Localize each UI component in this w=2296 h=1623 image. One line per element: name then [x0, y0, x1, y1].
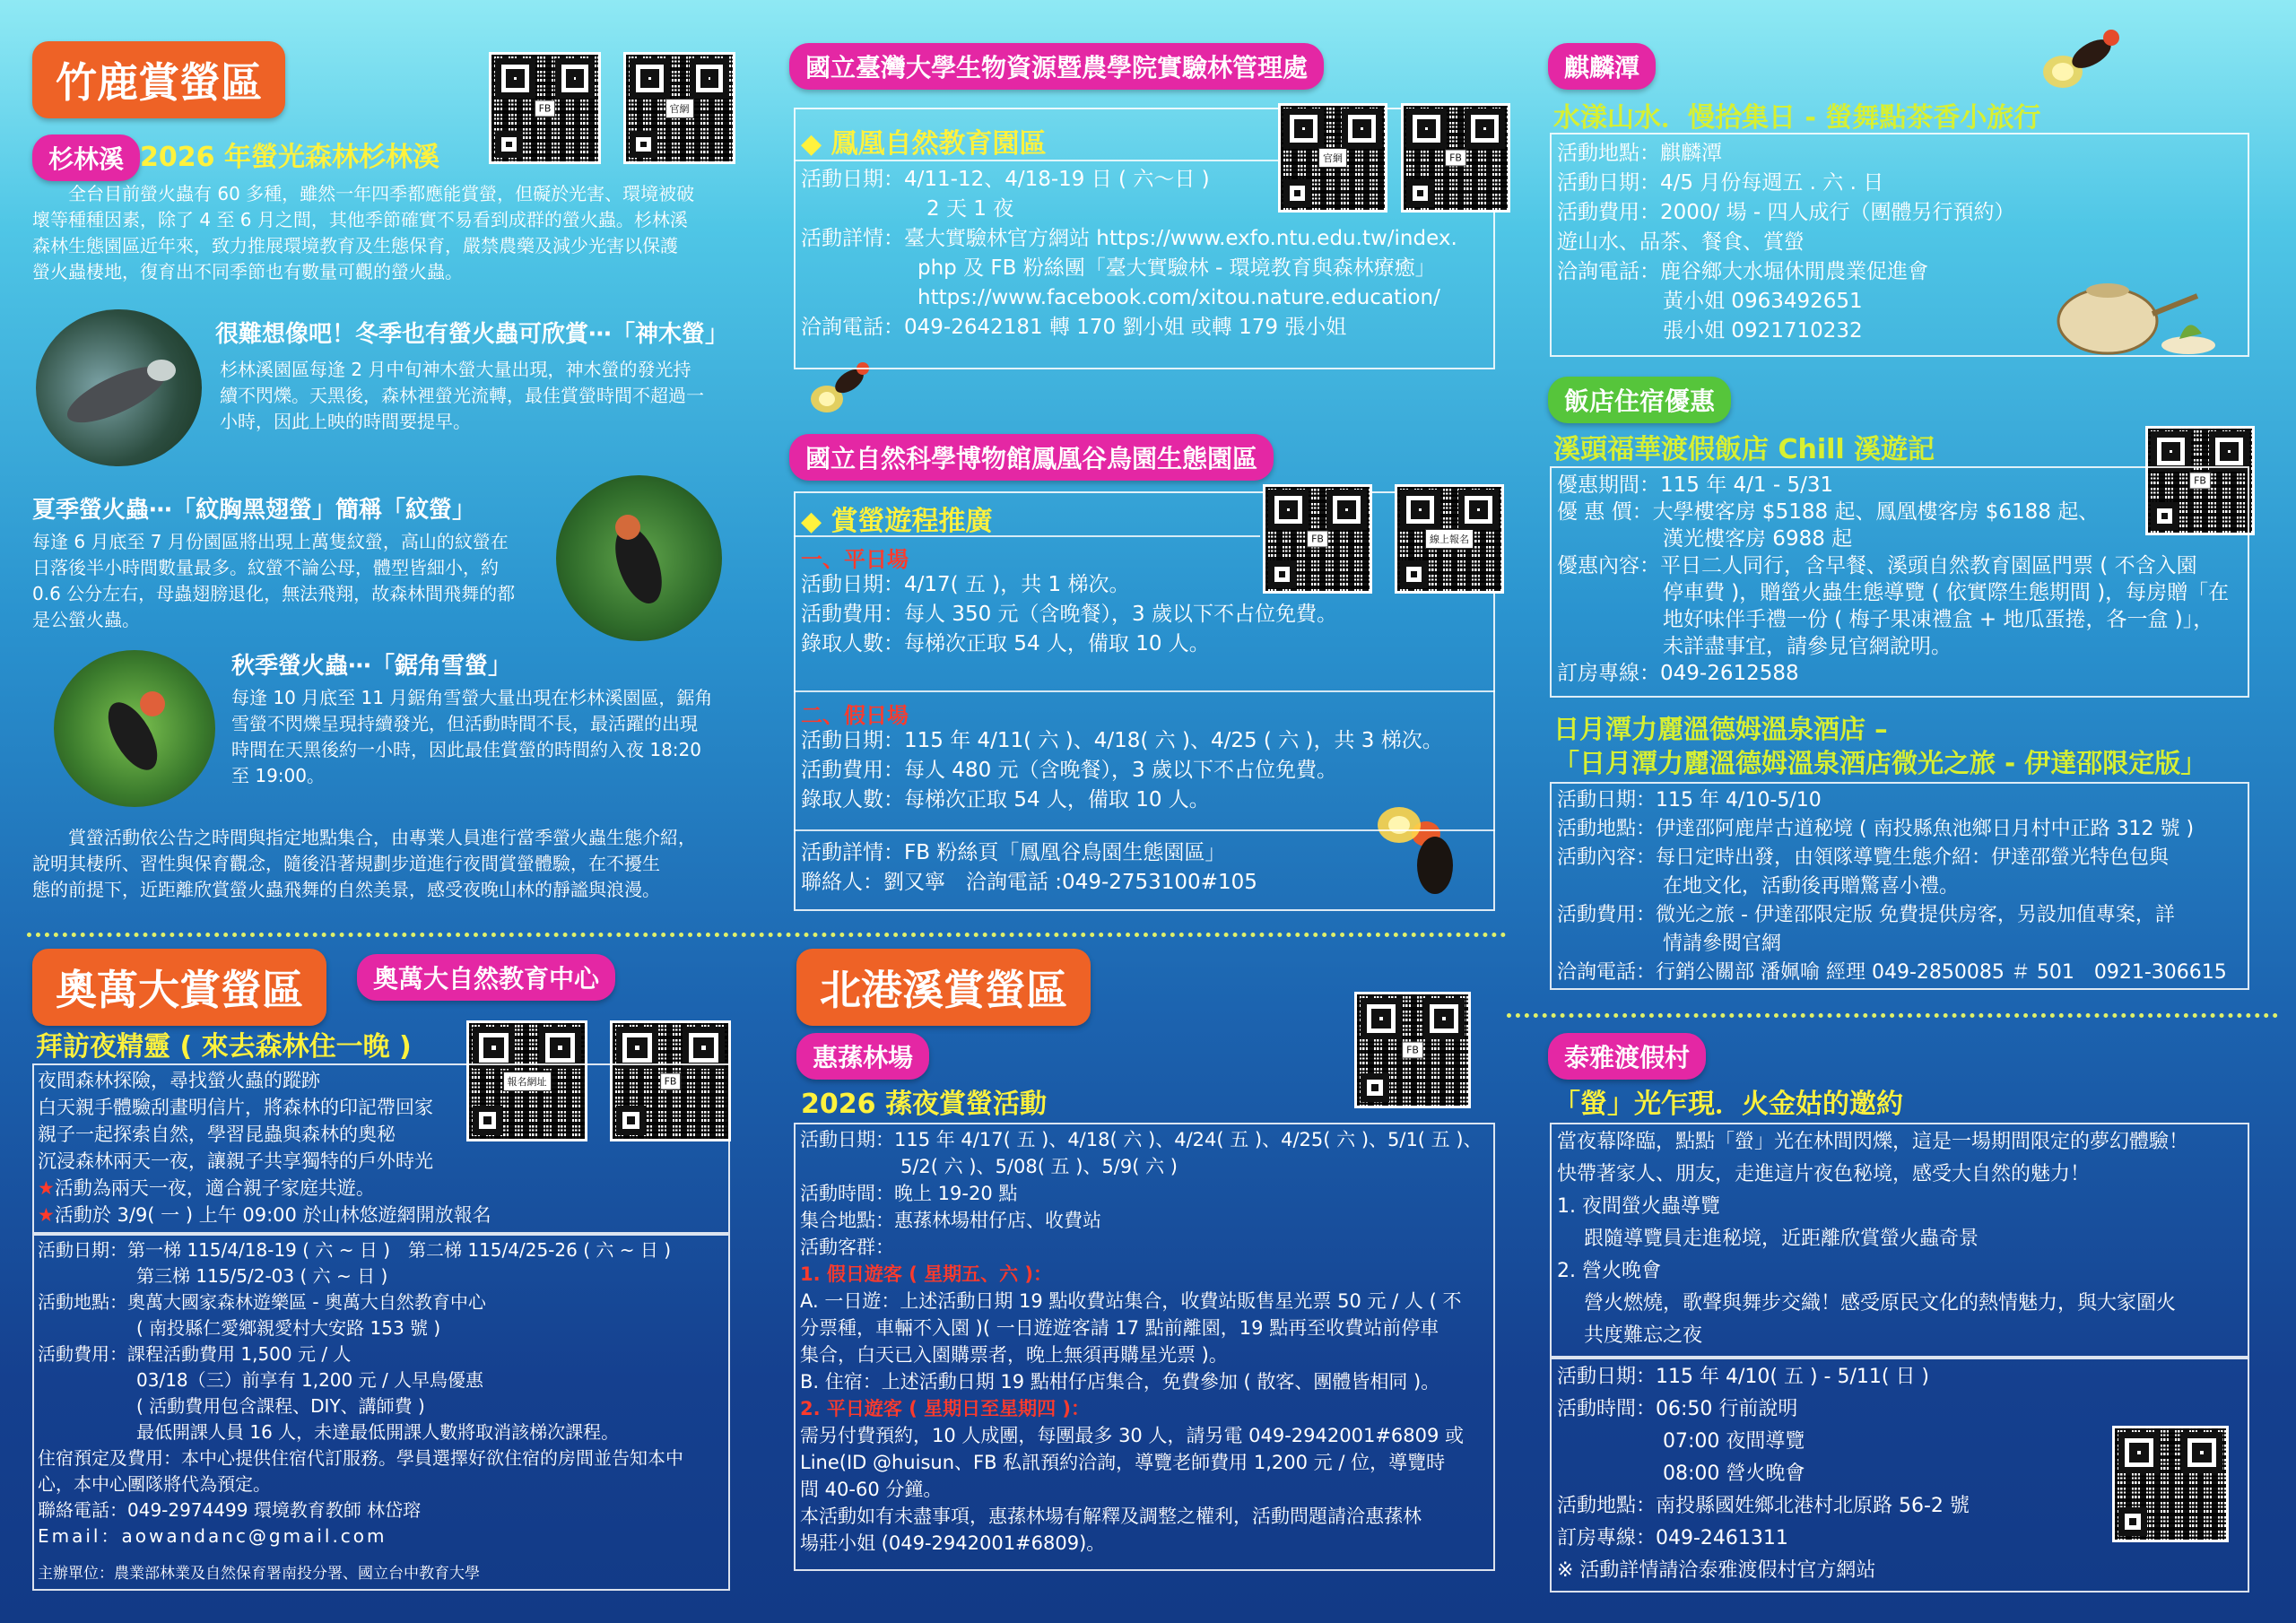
shanlinxi-closing: 賞螢活動依公告之時間與指定地點集合，由專業人員進行當季螢火蟲生態介紹， 說明其棲所、習性與保育觀念，隨後沿著規劃步道進行夜間賞螢體驗，在不擾生 態的前提下，近距離欣賞螢火蟲飛舞的自然美景，感受夜晚山林的靜謐與浪漫。 [32, 827, 696, 900]
taiya-qr-code[interactable] [2112, 1426, 2229, 1542]
nmns-fb-qr-code[interactable]: FB [1263, 484, 1372, 594]
star-icon: ★ [38, 1204, 55, 1226]
taiya-intro: 當夜幕降臨，點點「螢」光在林間閃爍，這是一場期間限定的夢幻體驗！ 快帶著家人、朋友，走進這片夜色秘境，感受大自然的魅力！ 1. 夜間螢火蟲導覽 跟隨導覽員走進秘境，近距離欣賞螢火蟲奇景 2. 營火晚會 營火燃燒，歌聲與舞步交織！感受原民文化的熱情魅力，與大家圍火 共度難忘之夜 [1557, 1131, 2189, 1347]
hotel-tag: 飯店住宿優惠 [1548, 377, 1731, 423]
shanlinxi-tag: 杉林溪 [32, 135, 140, 181]
aowan-title: 奧萬大賞螢區 [32, 949, 326, 1026]
autumn-firefly-title: 秋季螢火蟲⋯「鋸角雪螢」 [231, 653, 512, 680]
huisun-subtitle: 2026 蓀夜賞螢活動 [801, 1089, 1047, 1120]
zhulu-website-qr-code[interactable]: 官網 [623, 52, 735, 164]
section-divider [27, 933, 1507, 937]
aowan-subtitle: 拜訪夜精靈 ( 來去森林住一晚 ) [36, 1031, 412, 1063]
star-icon: ★ [38, 1177, 55, 1199]
divine-tree-firefly-photo [36, 309, 202, 466]
nmns-holiday-title: 二、假日場 [801, 703, 909, 728]
huisun-details: 活動日期：115 年 4/17( 五 )、4/18( 六 )、4/24( 五 )、4/25( 六 )、5/1( 五 )、 5/2( 六 )、5/08( 五 )、5/9( 六 ) 活動時間：晚上 19-20 點 集合地點：惠蓀林場柑仔店、收費站 活動客群： 1. 假日遊客 ( 星期五、六 )： A. 一日遊：上述活動日期 19 點收費站集合，收費站販售星光票 50 元 / 人 ( 不 分票種，車輛不入園 )( 一日遊遊客請 17 點前離園，19 點再至收費站前停車 集合，白天已入園購票者，晚上無須再購星光票 )。 B. 住宿：上述活動日期 19 點柑仔店集合，免費參加 ( 散客、團體皆相同 )。 2. 平日遊客 ( 星期日至星期四 )： 需另付費預約，10 人成團，每團最多 30 人，請另電 049-2942001#6809 或 Line(ID @huisun、FB 私訊預約洽詢，導覽老師費用 1,200 元 / 位，導覽時 間 40-60 分鐘。 本活動如有未盡事項，惠蓀林場有解釋及調整之權利，活動問題請洽惠蓀林 場莊小姐 (049-2942001#6809)。 [800, 1129, 1483, 1554]
nmns-header: 國立自然科學博物館鳳凰谷鳥園生態園區 [789, 434, 1274, 481]
beigang-title: 北港溪賞螢區 [796, 949, 1091, 1026]
nmns-section-title: ◆ 賞螢遊程推廣 [801, 506, 993, 537]
hotel1-fb-qr-code[interactable]: FB [2145, 426, 2255, 535]
striped-firefly-photo [556, 475, 722, 641]
shanlinxi-intro: 全台目前螢火蟲有 60 多種，雖然一年四季都應能賞螢，但礙於光害、環境被破 壞等種種因素，除了 4 至 6 月之間，其他季節確實不易看到成群的螢火蟲。杉林溪 森林生態園區近年來，致力推展環境教育及生態保育，嚴禁農藥及減少光害以保護 螢火蟲棲地，復育出不同季節也有數量可觀的螢火蟲。 [32, 183, 695, 282]
qilin-details: 活動地點：麒麟潭 活動日期：4/5 月份每週五 . 六 . 日 活動費用：2000/ 場 - 四人成行（團體另行預約） 遊山水、品茶、餐食、賞螢 洽詢電話：鹿谷鄉大水堀休閒農業促進會 黃小姐 0963492651 張小姐 0921710232 [1557, 142, 2015, 343]
aowan-fb-qr-code[interactable]: FB [610, 1020, 731, 1141]
zhulu-fb-qr-code[interactable]: FB [489, 52, 601, 164]
snow-firefly-photo [54, 650, 215, 807]
huisun-tag: 惠蓀林場 [796, 1033, 929, 1080]
hotel1-title: 溪頭福華渡假飯店 Chill 溪遊記 [1553, 434, 1935, 465]
qilin-title: 水漾山水．慢拾集日 - 螢舞點茶香小旅行 [1553, 102, 2041, 134]
hotel1-details: 優惠期間：115 年 4/1 - 5/31 優 惠 價：大學樓客房 $5188 起、鳳凰樓客房 $6188 起、 漢光樓客房 6988 起 優惠內容：平日二人同行，含早餐、溪頭自然教育園區門票 ( 不含入園 停車費 )，贈螢火蟲生態導覽 ( 依實際生態期間 )，每房贈「在 地好味伴手禮一份 ( 梅子果凍禮盒 + 地瓜蛋捲，各一盒 )」， 未詳盡事宜，請參見官網說明。 訂房專線：049-2612588 [1557, 473, 2230, 685]
taiya-title: 「螢」光乍現．火金姑的邀約 [1553, 1089, 1903, 1120]
taiya-tag: 泰雅渡假村 [1548, 1033, 1706, 1080]
summer-firefly-title: 夏季螢火蟲⋯「紋胸黑翅螢」簡稱「紋螢」 [32, 497, 476, 524]
nmns-contact: 活動詳情：FB 粉絲頁「鳳凰谷鳥園生態園區」 聯絡人：劉又寧 洽詢電話 :049-2753100#105 [801, 841, 1257, 894]
section-divider [1507, 1013, 2278, 1018]
zhulu-title: 竹鹿賞螢區 [32, 41, 285, 118]
ntu-website-qr-code[interactable]: 官網 [1278, 103, 1387, 213]
aowan-tag: 奧萬大自然教育中心 [357, 954, 615, 1001]
nmns-holiday-details: 活動日期：115 年 4/11( 六 )、4/18( 六 )、4/25 ( 六 )，共 3 梯次。 活動費用：每人 480 元（含晚餐），3 歲以下不占位免費。 錄取人數：每梯次正取 54 人，備取 10 人。 [801, 729, 1443, 812]
nmns-weekday-details: 活動日期：4/17( 五 )，共 1 梯次。 活動費用：每人 350 元（含晚餐），3 歲以下不占位免費。 錄取人數：每梯次正取 54 人，備取 10 人。 [801, 573, 1337, 655]
autumn-firefly-text: 每逢 10 月底至 11 月鋸角雪螢大量出現在杉林溪園區，鋸角 雪螢不閃爍呈現持續發光，但活動時間不長，最活躍的出現 時間在天黑後約一小時，因此最佳賞螢的時間約入夜 18:20 至 19:00。 [231, 687, 713, 786]
huisun-fb-qr-code[interactable]: FB [1354, 992, 1471, 1108]
firefly-icon [2036, 18, 2135, 99]
ntu-details: 活動日期：4/11-12、4/18-19 日 ( 六～日 ) 2 天 1 夜 活動詳情：臺大實驗林官方網站 https://www.exfo.ntu.edu.tw/index. php 及 FB 粉絲團「臺大實驗林 - 環境教育與森林療癒」 https://www.facebook.com/xitou.nature.education/ 洽詢電話：049-2642181 轉 170 劉小姐 或轉 179 張小姐 [801, 168, 1457, 339]
nmns-divider [794, 690, 1495, 692]
hotel2-details: 活動日期：115 年 4/10-5/10 活動地點：伊達邵阿鹿岸古道秘境 ( 南投縣魚池鄉日月村中正路 312 號 ) 活動內容：每日定時出發，由領隊導覽生態介紹：伊達邵螢光特色包與 在地文化，活動後再贈驚喜小禮。 活動費用：微光之旅 - 伊達邵限定版 免費提供房客，另設加值專案，詳 情請參閱官網 洽詢電話：行銷公關部 潘姵喻 經理 049-2850085 ＃ 501 0921-306615 [1557, 789, 2227, 984]
winter-firefly-text: 杉林溪園區每逢 2 月中旬神木螢大量出現，神木螢的發光持 續不閃爍。天黑後，森林裡螢光流轉，最佳賞螢時間不超過一 小時，因此上映的時間要提早。 [220, 359, 704, 432]
aowan-intro: 夜間森林探險，尋找螢火蟲的蹤跡 白天親手體驗刮畫明信片，將森林的印記帶回家 親子一起探索自然，學習昆蟲與森林的奧秘 沉浸森林兩天一夜，讓親子共享獨特的戶外時光 ★活動為兩天一夜，適合親子家庭共遊。 ★活動於 3/9( 一 ) 上午 09:00 於山林悠遊網開放報名 [38, 1070, 491, 1226]
taiya-details: 活動日期：115 年 4/10( 五 ) - 5/11( 日 ) 活動時間：06:50 行前說明 07:00 夜間導覽 08:00 營火晚會 活動地點：南投縣國姓鄉北港村北原路 56-2 號 訂房專線：049-2461311 ※ 活動詳情請洽泰雅渡假村官方網站 [1557, 1366, 1970, 1582]
ntu-section-title: ◆ 鳳凰自然教育園區 [801, 128, 1047, 160]
winter-firefly-title: 很難想像吧！冬季也有螢火蟲可欣賞⋯「神木螢」 [215, 321, 729, 348]
nmns-registration-qr-code[interactable]: 線上報名 [1395, 484, 1504, 594]
shanlinxi-title: 2026 年螢光森林杉林溪 [140, 142, 439, 173]
qilin-tag: 麒麟潭 [1548, 43, 1656, 90]
aowan-organizer: 主辦單位：農業部林業及自然保育署南投分署、國立台中教育大學 [38, 1565, 480, 1583]
summer-firefly-text: 每逢 6 月底至 7 月份園區將出現上萬隻紋螢，高山的紋螢在 日落後半小時間數量最多。紋螢不論公母，體型皆細小，約 0.6 公分左右，母蟲翅膀退化，無法飛翔，故森林間飛舞的都 是公螢火蟲。 [32, 531, 516, 630]
ntu-divider [794, 160, 1278, 161]
nmns-weekday-title: 一、平日場 [801, 547, 909, 572]
aowan-details: 活動日期：第一梯 115/4/18-19 ( 六 ~ 日 ) 第二梯 115/4/25-26 ( 六 ~ 日 ) 第三梯 115/5/2-03 ( 六 ~ 日 ) 活動地點：奧萬大國家森林遊樂區 - 奧萬大自然教育中心 ( 南投縣仁愛鄉親愛村大安路 153 號 ) 活動費用：課程活動費用 1,500 元 / 人 03/18（三）前享有 1,200 元 / 人早鳥優惠 ( 活動費用包含課程、DIY、講師費 ) 最低開課人員 16 人，未達最低開課人數將取消該梯次課程。 住宿預定及費用：本中心提供住宿代訂服務。學員選擇好欲住宿的房間並告知本中 心，本中心團隊將代為預定。 聯絡電話：049-2974499 環境教育教師 林岱瑢 Email：aowandanc@gmail.com [38, 1239, 683, 1547]
hotel2-title: 日月潭力麗溫德姆溫泉酒店 – 「日月潭力麗溫德姆溫泉酒店微光之旅 - 伊達邵限定版」 [1553, 714, 2207, 778]
nmns-divider [794, 829, 1495, 831]
ntu-fb-qr-code[interactable]: FB [1401, 103, 1510, 213]
aowan-registration-qr-code[interactable]: 報名網址 [466, 1020, 587, 1141]
nmns-divider [794, 535, 1260, 537]
ntu-header: 國立臺灣大學生物資源暨農學院實驗林管理處 [789, 43, 1324, 90]
teapot-icon [2045, 260, 2224, 359]
